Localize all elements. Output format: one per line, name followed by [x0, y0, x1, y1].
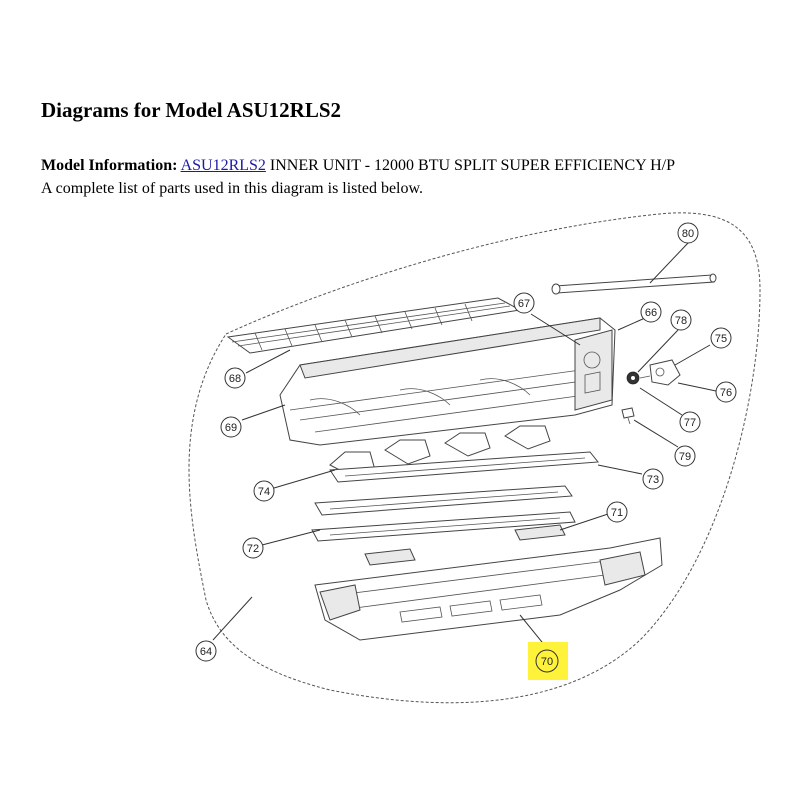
svg-text:79: 79 — [678, 451, 692, 463]
callout-80[interactable] — [678, 223, 698, 243]
svg-text:75: 75 — [714, 333, 728, 345]
callout-67[interactable] — [514, 293, 534, 313]
part-80-pipe — [552, 274, 716, 294]
svg-text:64: 64 — [199, 646, 213, 658]
callout-68[interactable] — [225, 368, 245, 388]
svg-text:69: 69 — [224, 422, 238, 434]
part-bracket-left — [365, 549, 415, 565]
callout-71[interactable] — [607, 502, 627, 522]
svg-text:67: 67 — [517, 298, 531, 310]
page-title: Diagrams for Model ASU12RLS2 — [41, 98, 342, 122]
svg-text:78: 78 — [674, 315, 688, 327]
callout-77[interactable] — [680, 412, 700, 432]
callout-69[interactable] — [221, 417, 241, 437]
svg-text:66: 66 — [644, 307, 658, 319]
svg-text:71: 71 — [610, 507, 624, 519]
part-79-bolt — [622, 408, 634, 424]
callout-70[interactable] — [536, 650, 558, 672]
model-information-label: Model Information: — [41, 157, 178, 174]
callout-74[interactable] — [254, 481, 274, 501]
callout-75[interactable] — [711, 328, 731, 348]
callout-78[interactable] — [671, 310, 691, 330]
svg-text:73: 73 — [646, 474, 660, 486]
part-louver-link — [315, 486, 572, 515]
svg-text:68: 68 — [228, 373, 242, 385]
svg-text:70: 70 — [540, 656, 554, 668]
assembly-boundary — [189, 213, 760, 703]
callout-79[interactable] — [675, 446, 695, 466]
callout-64[interactable] — [196, 641, 216, 661]
part-71-bracket — [515, 525, 565, 540]
svg-text:76: 76 — [719, 387, 733, 399]
svg-text:77: 77 — [683, 417, 697, 429]
callout-66[interactable] — [641, 302, 661, 322]
callout-72[interactable] — [243, 538, 263, 558]
svg-text:72: 72 — [246, 543, 260, 555]
model-link[interactable]: ASU12RLS2 — [180, 157, 266, 174]
callout-76[interactable] — [716, 382, 736, 402]
svg-text:74: 74 — [257, 486, 271, 498]
callout-73[interactable] — [643, 469, 663, 489]
parts-list-note: A complete list of parts used in this diagram is listed below. — [41, 180, 424, 197]
part-78-gear — [627, 372, 639, 384]
model-description: INNER UNIT - 12000 BTU SPLIT SUPER EFFICIENCY H/P — [269, 157, 675, 174]
svg-text:80: 80 — [681, 228, 695, 240]
